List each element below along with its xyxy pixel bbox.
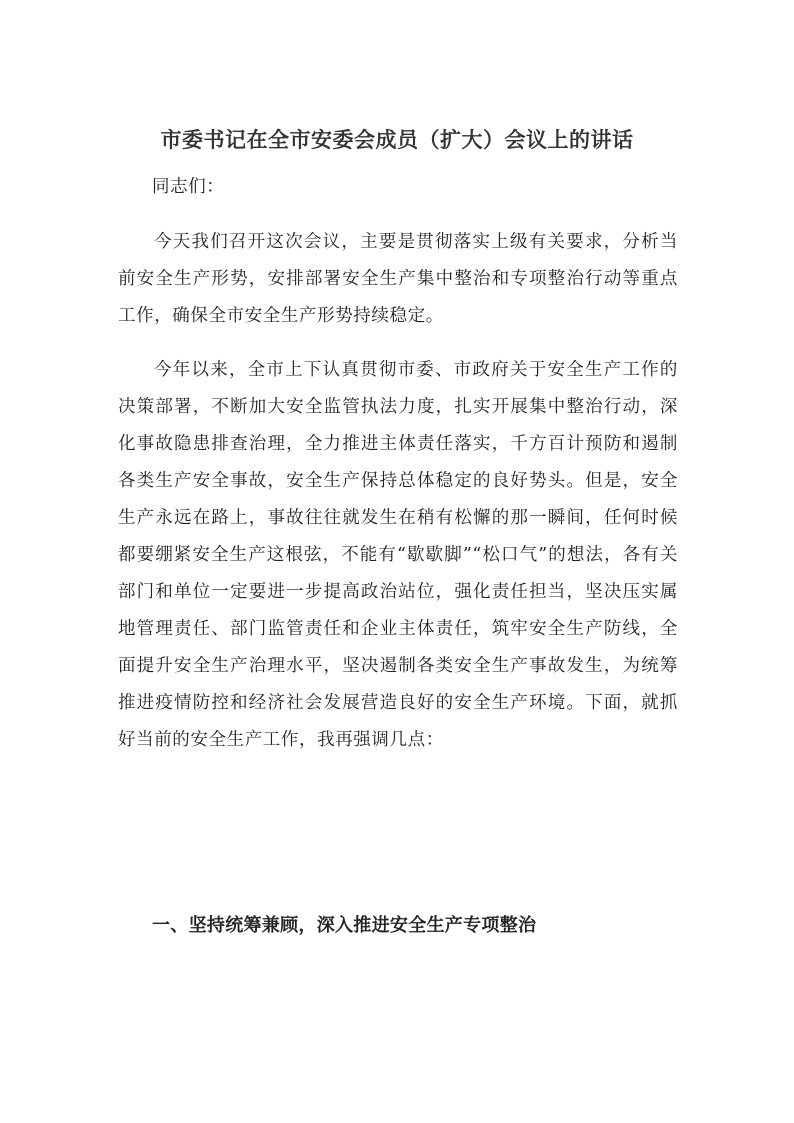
paragraph-situation: 今年以来，全市上下认真贯彻市委、市政府关于安全生产工作的决策部署，不断加大安全监管执法力度，扎实开展集中整治行动，深化事故隐患排查治理，全力推进主体责任落实，千方百计预防和遏制各类生产安全事故，安全生产保持总体稳定的良好势头。但是，安全生产永远在路上，事故往往就发生在稍有松懈的那一瞬间，任何时候都要绷紧安全生产这根弦，不能有“歇歇脚”“松口气”的想法，各有关部门和单位一定要进一步提高政治站位，强化责任担当，坚决压实属地管理责任、部门监管责任和企业主体责任，筑牢安全生产防线，全面提升安全生产治理水平，坚决遏制各类安全生产事故发生，为统筹推进疫情防控和经济社会发展营造良好的安全生产环境。下面，就抓好当前的安全生产工作，我再强调几点： (118, 360, 678, 750)
section-heading: 一、坚持统筹兼顾，深入推进安全生产专项整治 (152, 915, 537, 936)
paragraph-intro: 今天我们召开这次会议，主要是贯彻落实上级有关要求，分析当前安全生产形势，安排部署安全生产集中整治和专项整治行动等重点工作，确保全市安全生产形势持续稳定。 (118, 232, 678, 326)
salutation: 同志们： (152, 177, 225, 197)
document-title: 市委书记在全市安委会成员（扩大）会议上的讲话 (160, 128, 634, 152)
